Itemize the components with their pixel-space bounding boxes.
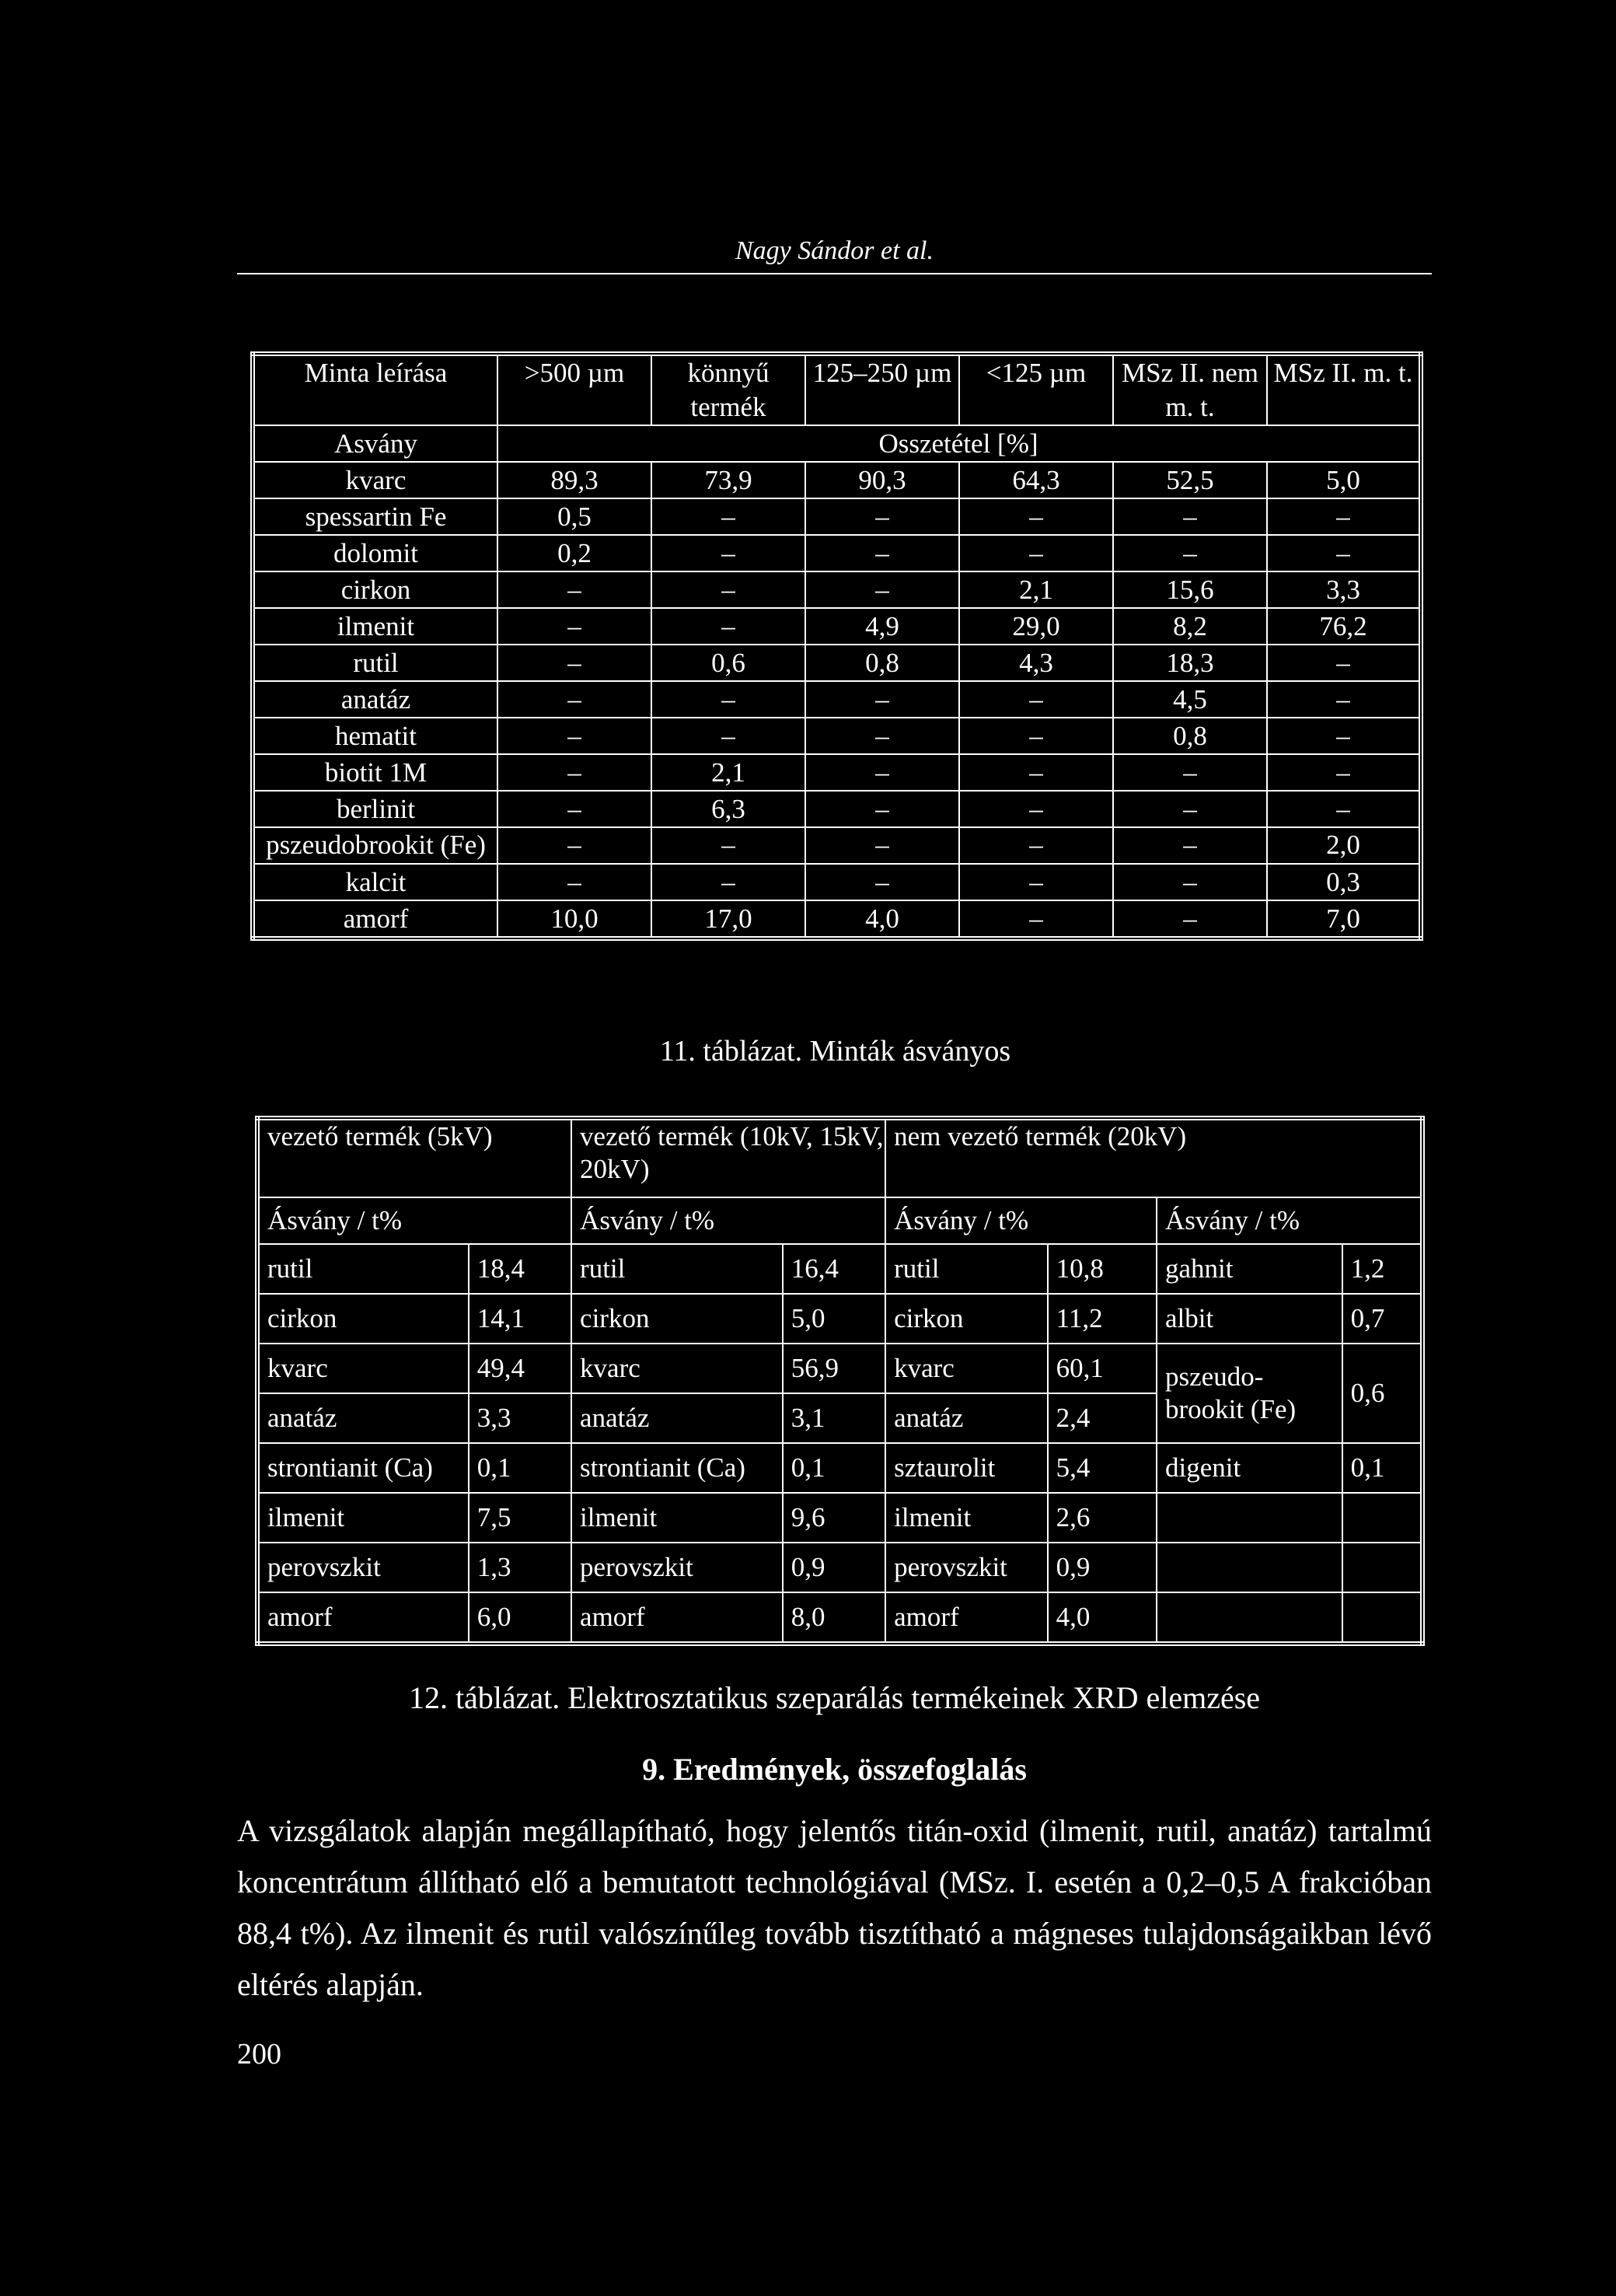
mineral-name-cell: kvarc [253,462,497,498]
value-cell: – [497,718,651,754]
value-cell: 5,4 [1048,1443,1157,1493]
column-header-cell: Ásvány / t% [571,1197,885,1244]
mineral-cell: ilmenit [571,1493,783,1543]
mineral-name-cell: biotit 1M [253,754,497,791]
value-cell: 4,0 [1048,1592,1157,1644]
header-rule [237,273,1432,274]
column-header-row [257,1197,1422,1244]
value-cell: 29,0 [959,608,1113,645]
value-cell: 2,1 [651,754,805,791]
table-row [257,1543,1422,1592]
value-cell: 3,1 [783,1393,885,1443]
mineral-name-cell: cirkon [253,571,497,608]
empty-cell [1342,1493,1422,1543]
value-cell: – [1113,754,1267,791]
value-cell: 0,7 [1342,1294,1422,1344]
value-cell: 0,9 [783,1543,885,1592]
value-cell: 6,3 [651,791,805,827]
table-12 [255,1116,1425,1646]
value-cell: – [497,864,651,900]
value-cell: 8,0 [783,1592,885,1644]
mineral-cell: perovszkit [885,1543,1048,1592]
table-row [257,1244,1422,1294]
value-cell: 9,6 [783,1493,885,1543]
value-cell: – [651,827,805,864]
header-cell: Minta leírása [253,354,497,425]
header-cell: <125 µm [959,354,1113,425]
value-cell: – [959,791,1113,827]
table-row [253,462,1421,498]
value-cell: – [497,791,651,827]
value-cell: – [1267,754,1421,791]
table-row [253,535,1421,571]
header-cell: könnyű termék [651,354,805,425]
value-cell: – [805,681,959,718]
value-cell: 64,3 [959,462,1113,498]
value-cell: – [1267,498,1421,535]
mineral-name-cell: anatáz [253,681,497,718]
value-cell: – [805,571,959,608]
mineral-cell: amorf [257,1592,469,1644]
value-cell: 18,4 [469,1244,571,1294]
mineral-cell: digenit [1157,1443,1342,1493]
value-cell: – [651,718,805,754]
value-cell: 0,6 [1342,1344,1422,1443]
mineral-cell: strontianit (Ca) [571,1443,783,1493]
mineral-cell: gahnit [1157,1244,1342,1294]
table-row [257,1443,1422,1493]
empty-cell [1157,1592,1342,1644]
mineral-name-cell: pszeudobrookit (Fe) [253,827,497,864]
value-cell: – [959,827,1113,864]
column-header-cell: Ásvány / t% [1157,1197,1422,1244]
group-header-cell: vezető termék (10kV, 15kV, 20kV) [571,1118,885,1197]
value-cell: 11,2 [1048,1294,1157,1344]
value-cell: 0,9 [1048,1543,1157,1592]
mineral-name-cell: hematit [253,718,497,754]
mineral-cell: cirkon [571,1294,783,1344]
mineral-cell: albit [1157,1294,1342,1344]
empty-cell [1342,1543,1422,1592]
value-cell: 4,0 [805,900,959,938]
table-row [253,498,1421,535]
table-12-caption: 12. táblázat. Elektrosztatikus szeparálás termékeinek XRD elemzése [408,1680,1261,1715]
body-paragraph: A vizsgálatok alapján megállapítható, hogy jelentős titán-oxid (ilmenit, rutil, anatáz) tartalmú koncentrátum állítható elő a bemutatott technológiával (MSz. I. esetén a 0,2–0,5 A frakcióban 88,4 t%). Az ilmenit és rutil valószínűleg tovább tisztítható a mágneses tulajdonságaikban lévő eltérés alapján. [237,1813,1432,2002]
value-cell: – [651,535,805,571]
mineral-name-cell: rutil [253,645,497,681]
value-cell: – [805,754,959,791]
empty-cell [1157,1543,1342,1592]
value-cell: 0,3 [1267,864,1421,900]
value-cell: 7,0 [1267,900,1421,938]
value-cell: – [959,864,1113,900]
value-cell: – [805,864,959,900]
composition-label: Osszetétel [%] [497,425,1421,462]
mineral-cell: rutil [257,1244,469,1294]
mineral-cell: anatáz [257,1393,469,1443]
table-row [253,900,1421,938]
value-cell: – [497,681,651,718]
value-cell: 2,4 [1048,1393,1157,1443]
value-cell: – [1267,681,1421,718]
mineral-cell: amorf [885,1592,1048,1644]
value-cell: – [959,681,1113,718]
value-cell: 15,6 [1113,571,1267,608]
mineral-cell: rutil [571,1244,783,1294]
table-row [253,718,1421,754]
value-cell: 3,3 [1267,571,1421,608]
table-row [253,608,1421,645]
header-cell: MSz II. m. t. [1267,354,1421,425]
section-title: 9. Eredmények, összefoglalás [642,1752,1027,1787]
mineral-cell: kvarc [885,1344,1048,1393]
mineral-cell: sztaurolit [885,1443,1048,1493]
value-cell: 0,1 [1342,1443,1422,1493]
table-header-row [253,354,1421,425]
value-cell: 4,9 [805,608,959,645]
value-cell: – [497,754,651,791]
table-row [253,645,1421,681]
value-cell: – [497,645,651,681]
mineral-cell: anatáz [885,1393,1048,1443]
value-cell: 2,0 [1267,827,1421,864]
value-cell: – [651,608,805,645]
value-cell: – [1113,900,1267,938]
value-cell: – [497,571,651,608]
mineral-cell: rutil [885,1244,1048,1294]
value-cell: – [497,608,651,645]
value-cell: 0,8 [1113,718,1267,754]
mineral-cell: ilmenit [257,1493,469,1543]
table-row [253,791,1421,827]
table-row [257,1294,1422,1344]
mineral-cell: perovszkit [257,1543,469,1592]
value-cell: – [651,498,805,535]
value-cell: – [497,827,651,864]
mineral-name-cell: kalcit [253,864,497,900]
value-cell: 18,3 [1113,645,1267,681]
value-cell: 52,5 [1113,462,1267,498]
page-number: 200 [237,2038,281,2071]
value-cell: – [1113,791,1267,827]
mineral-cell: cirkon [885,1294,1048,1344]
value-cell: 0,1 [469,1443,571,1493]
mineral-name-cell: spessartin Fe [253,498,497,535]
mineral-name-cell: amorf [253,900,497,938]
group-header-cell: nem vezető termék (20kV) [885,1118,1422,1197]
value-cell: – [805,791,959,827]
value-cell: 0,6 [651,645,805,681]
value-cell: 60,1 [1048,1344,1157,1393]
value-cell: 0,2 [497,535,651,571]
mineral-cell: kvarc [571,1344,783,1393]
table-row [257,1592,1422,1644]
group-header-row [257,1118,1422,1197]
value-cell: 0,1 [783,1443,885,1493]
value-cell: 6,0 [469,1592,571,1644]
mineral-cell: ilmenit [885,1493,1048,1543]
value-cell: – [959,718,1113,754]
value-cell: – [1113,498,1267,535]
value-cell: 2,6 [1048,1493,1157,1543]
value-cell: 0,8 [805,645,959,681]
value-cell: 3,3 [469,1393,571,1443]
table-row [253,754,1421,791]
value-cell: – [805,535,959,571]
mineral-cell: perovszkit [571,1543,783,1592]
value-cell: 16,4 [783,1244,885,1294]
value-cell: 14,1 [469,1294,571,1344]
mineral-cell: kvarc [257,1344,469,1393]
mineral-cell: cirkon [257,1294,469,1344]
value-cell: 17,0 [651,900,805,938]
group-header-cell: vezető termék (5kV) [257,1118,571,1197]
value-cell: 1,3 [469,1543,571,1592]
value-cell: – [651,864,805,900]
value-cell: 49,4 [469,1344,571,1393]
table-row [257,1493,1422,1543]
table-row [253,864,1421,900]
value-cell: – [959,498,1113,535]
table-11-body [253,462,1421,938]
value-cell: 4,3 [959,645,1113,681]
value-cell: – [1113,827,1267,864]
value-cell: – [651,681,805,718]
header-cell: 125–250 µm [805,354,959,425]
value-cell: 7,5 [469,1493,571,1543]
mineral-cell: strontianit (Ca) [257,1443,469,1493]
value-cell: 90,3 [805,462,959,498]
table-11-caption: 11. táblázat. Minták ásványos [659,1035,1011,1068]
column-header-cell: Ásvány / t% [257,1197,571,1244]
value-cell: – [651,571,805,608]
value-cell: 73,9 [651,462,805,498]
header-cell: MSz II. nem m. t. [1113,354,1267,425]
mineral-name-cell: dolomit [253,535,497,571]
value-cell: – [1267,791,1421,827]
value-cell: 10,8 [1048,1244,1157,1294]
table-row [253,681,1421,718]
value-cell: 2,1 [959,571,1113,608]
value-cell: 89,3 [497,462,651,498]
value-cell: 0,5 [497,498,651,535]
mineral-cell: anatáz [571,1393,783,1443]
value-cell: – [959,754,1113,791]
mineral-cell: pszeudo-brookit (Fe) [1157,1344,1342,1443]
value-cell: 5,0 [783,1294,885,1344]
table-row [257,1344,1422,1393]
mineral-column-label: Asvány [253,425,497,462]
table-row [253,571,1421,608]
value-cell: 56,9 [783,1344,885,1393]
value-cell: 10,0 [497,900,651,938]
mineral-name-cell: berlinit [253,791,497,827]
mineral-name-cell: ilmenit [253,608,497,645]
value-cell: – [805,718,959,754]
value-cell: – [959,535,1113,571]
value-cell: – [805,498,959,535]
header-cell: >500 µm [497,354,651,425]
value-cell: 76,2 [1267,608,1421,645]
table-row [253,827,1421,864]
table-subheader-row [253,425,1421,462]
value-cell: – [1113,864,1267,900]
running-header: Nagy Sándor et al. [735,236,934,265]
table-11 [250,351,1423,941]
value-cell: – [805,827,959,864]
value-cell: – [1113,535,1267,571]
empty-cell [1157,1493,1342,1543]
value-cell: – [1267,535,1421,571]
empty-cell [1342,1592,1422,1644]
value-cell: – [1267,645,1421,681]
value-cell: 5,0 [1267,462,1421,498]
value-cell: – [959,900,1113,938]
value-cell: – [1267,718,1421,754]
value-cell: 1,2 [1342,1244,1422,1294]
value-cell: 8,2 [1113,608,1267,645]
mineral-cell: amorf [571,1592,783,1644]
value-cell: 4,5 [1113,681,1267,718]
column-header-cell: Ásvány / t% [885,1197,1157,1244]
